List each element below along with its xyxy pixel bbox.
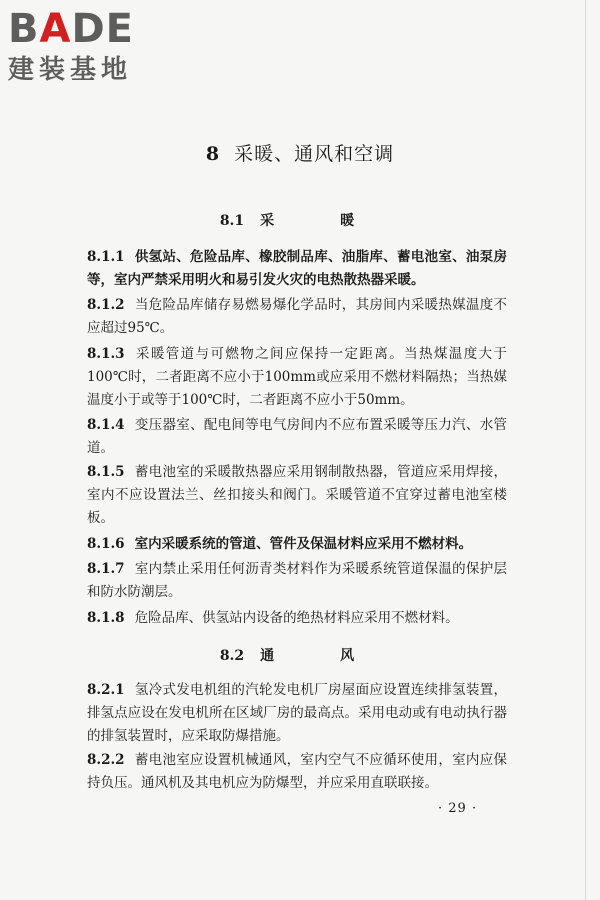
logo-subtitle: 建装基地	[8, 55, 133, 85]
section-title-8-1: 8.1 采 暖	[219, 213, 381, 229]
section-title-8-2: 8.2 通 风	[219, 648, 381, 664]
clause-8-1-3: 8.1.3 采暖管道与可燃物之间应保持一定距离。当热煤温度大于100℃时，二者距离不应小于100mm或应采用不燃材料隔热；当热媒温度小于或等于100℃时，二者距离不应小于50mm。	[87, 346, 507, 408]
clause-8-2-1: 8.2.1 氢冷式发电机组的汽轮发电机厂房屋面应设置连续排氢装置，排氢点应设在发电机所在区域厂房的最高点。采用电动或有电动执行器的排氢装置时，应采取防爆措施。	[87, 682, 507, 744]
page-edge	[585, 0, 586, 900]
chapter-title	[0, 139, 600, 166]
clause-8-2-2: 8.2.2 蓄电池室应设置机械通风，室内空气不应循环使用，室内应保持负压。通风机及其电机应为防爆型，并应采用直联联接。	[87, 752, 507, 791]
chapter-number: 8	[205, 143, 221, 165]
clause-8-1-1: 8.1.1 供氢站、危险品库、橡胶制品库、油脂库、蓄电池室、油泵房等，室内严禁采用明火和易引发火灾的电热散热器采暖。	[87, 249, 507, 288]
clause-8-1-8: 8.1.8 危险品库、供氢站内设备的绝热材料应采用不燃材料。	[87, 610, 459, 626]
page-number: · 29 ·	[438, 801, 478, 816]
clause-8-1-5: 8.1.5 蓄电池室的采暖散热器应采用钢制散热器，管道应采用焊接，室内不应设置法兰、丝扣接头和阀门。采暖管道不宜穿过蓄电池室楼板。	[87, 464, 507, 526]
clause-8-1-6: 8.1.6 室内采暖系统的管道、管件及保温材料应采用不燃材料。	[87, 536, 473, 552]
clause-8-1-2: 8.1.2 当危险品库储存易燃易爆化学品时，其房间内采暖热媒温度不应超过95℃。	[87, 297, 507, 336]
chapter-name: 采暖、通风和空调	[234, 143, 395, 165]
clause-8-1-7: 8.1.7 室内禁止采用任何沥青类材料作为采暖系统管道保温的保护层和防水防潮层。	[87, 561, 507, 600]
logo-wordmark: BADE	[8, 6, 134, 52]
clause-8-1-4: 8.1.4 变压器室、配电间等电气房间内不应布置采暖等压力汽、水管道。	[87, 417, 507, 456]
watermark-logo	[8, 6, 178, 86]
